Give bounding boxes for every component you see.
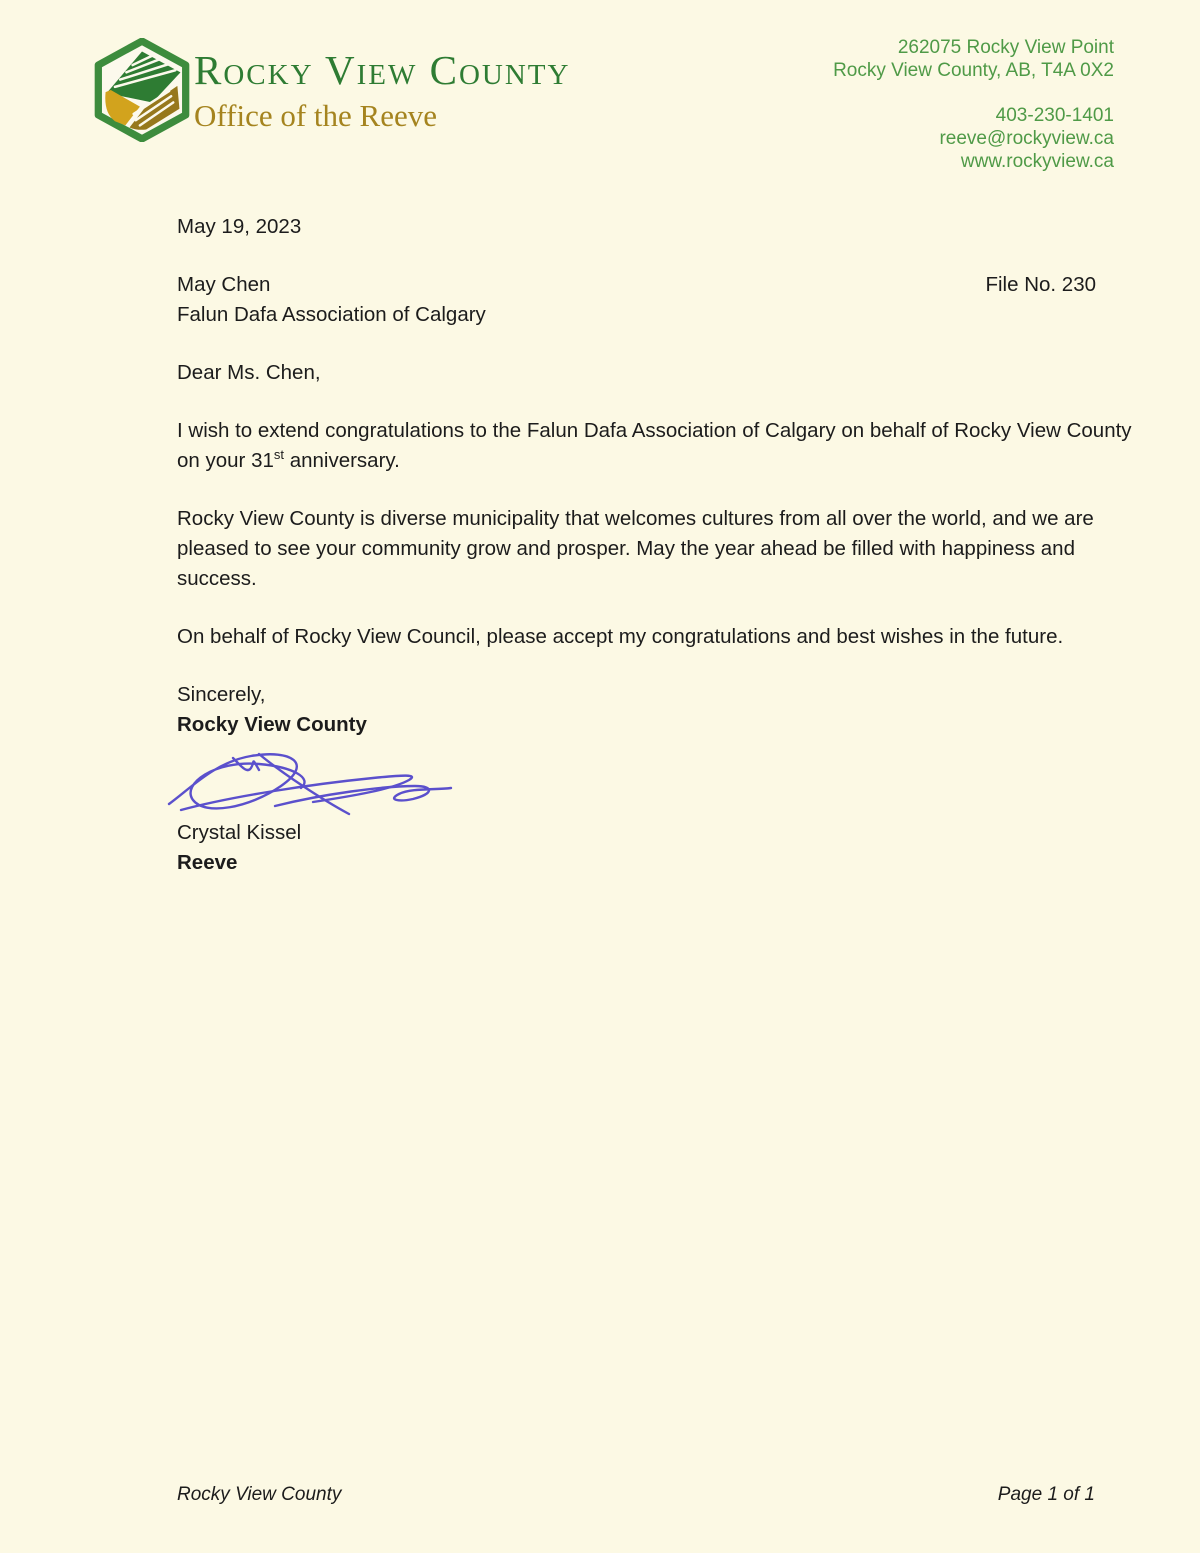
paragraph-2: Rocky View County is diverse municipality that welcomes cultures from all over the world, and we are pleased to see your community grow and prosper. May the year ahead be filled with happiness and success. [177, 507, 1094, 590]
paragraph-3: On behalf of Rocky View Council, please accept my congratulations and best wishes in the future. [177, 625, 1064, 648]
recipient-block [177, 270, 1132, 330]
org-division: Office of the Reeve [194, 98, 438, 134]
letter-content [177, 212, 1132, 878]
contact-address-line1: 262075 Rocky View Point [897, 37, 1114, 58]
rocky-view-county-logo-icon [88, 38, 196, 142]
contact-address-line2: Rocky View County, AB, T4A 0X2 [833, 60, 1114, 81]
contact-website: www.rockyview.ca [960, 151, 1114, 172]
contact-email: reeve@rockyview.ca [939, 128, 1114, 149]
salutation: Dear Ms. Chen, [177, 361, 321, 384]
signer-name: Crystal Kissel [177, 821, 302, 844]
org-name: Rocky View County [194, 47, 571, 93]
closing-org: Rocky View County [177, 713, 367, 736]
org-wordmark [194, 48, 570, 133]
footer-page-number: Page 1 of 1 [997, 1484, 1095, 1505]
letter-date: May 19, 2023 [177, 215, 302, 238]
signer-title: Reeve [177, 851, 238, 874]
file-number: File No. 230 [985, 273, 1096, 296]
signoff-block [177, 818, 1132, 878]
closing-word: Sincerely, [177, 683, 266, 706]
closing-block [177, 680, 1132, 740]
contact-phone: 403-230-1401 [995, 105, 1114, 126]
paragraph-1-tail: anniversary. [284, 449, 400, 472]
paragraph-1 [177, 416, 1132, 476]
recipient-name: May Chen [177, 273, 271, 296]
ordinal-suffix: st [273, 447, 284, 463]
contact-block [833, 36, 1114, 173]
footer-org-name: Rocky View County [177, 1484, 342, 1505]
paragraph-1-text: I wish to extend congratulations to the Falun Dafa Association of Calgary on behalf of Rocky View County on your 31 [177, 419, 1132, 472]
signature-block [163, 744, 1132, 818]
contact-spacer [833, 82, 1114, 104]
recipient-organization: Falun Dafa Association of Calgary [177, 303, 486, 326]
handwritten-signature-icon [163, 744, 463, 818]
